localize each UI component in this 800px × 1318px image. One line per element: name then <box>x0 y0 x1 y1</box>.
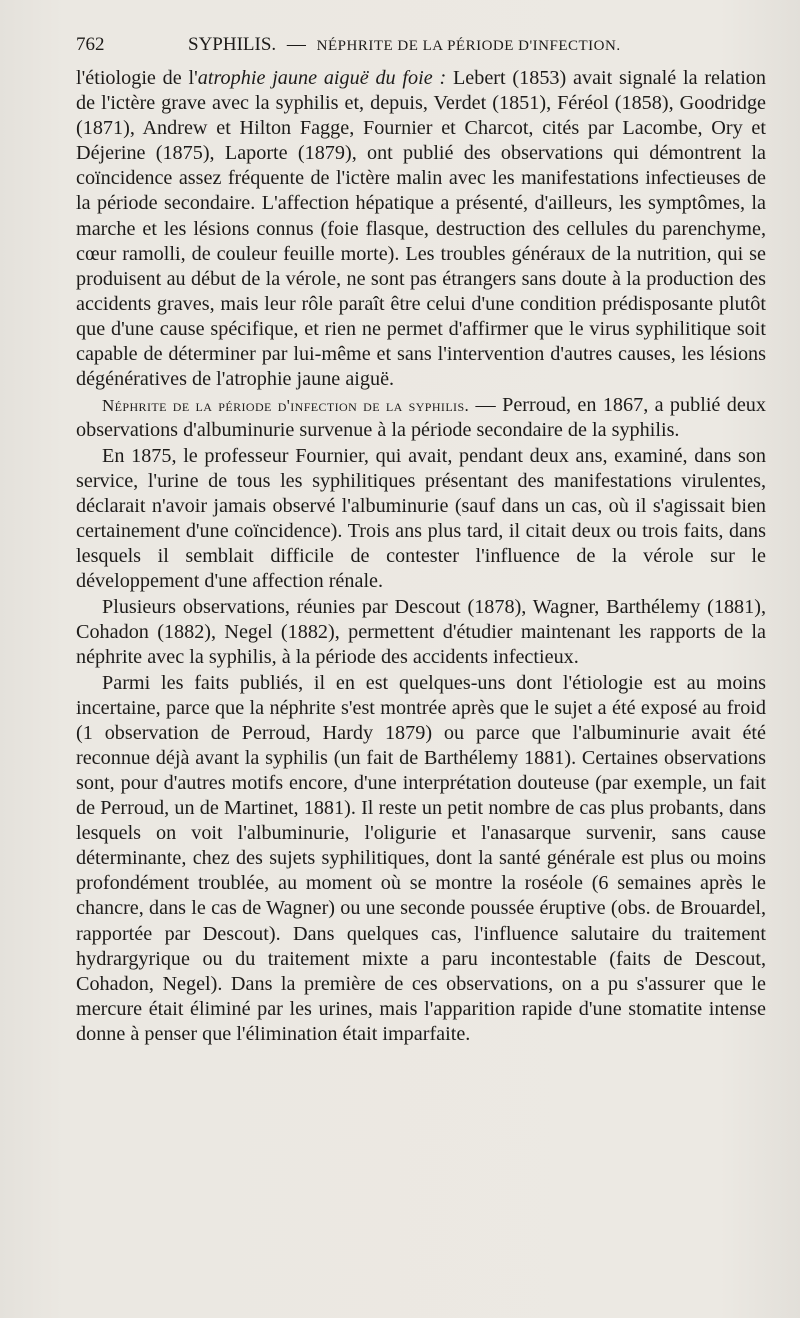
paragraph-3: En 1875, le professeur Fournier, qui avait, pendant deux ans, examiné, dans son service, l'urine de tous les syphilitiques présentant des manifestations virulentes, déclarait n'avoir jamais observé l'albuminurie (sauf dans un cas, où il s'agissait bien certainement d'une coïncidence). Trois ans plus tard, il citait deux ou trois faits, dans lesquels il semblait difficile de contester l'influence de la vérole sur le développement d'une affection rénale. <box>76 444 766 593</box>
paragraph-2-body: — Perroud, en 1867, a publié deux observations d'albuminurie survenue à la période secondaire de la syphilis. <box>76 393 766 441</box>
paragraph-5: Parmi les faits publiés, il en est quelques-uns dont l'étiologie est au moins incertaine, parce que la néphrite s'est montrée après que le sujet a été exposé au froid (1 observation de Perroud, Hardy 1879) ou parce que l'albuminurie avait été reconnue déjà avant la syphilis (un fait de Barthélemy 1881). Certaines observations sont, pour d'autres motifs encore, d'une interprétation douteuse (par exemple, un fait de Perroud, un de Martinet, 1881). Il reste un petit nombre de cas plus probants, dans lesquels on voit l'albuminurie, l'oligurie et l'anasarque survenir, sans cause déterminante, chez des sujets syphilitiques, dont la santé générale est plus ou moins profondément troublée, au moment où se montre la roséole (6 semaines après le chancre, dans le cas de Wagner) ou une seconde poussée éruptive (obs. de Brouardel, rapportée par Descout). Dans quelques cas, l'influence salutaire du traitement hydrargyrique ou du traitement mixte a paru incontestable (faits de Descout, Cohadon, Negel). Dans la première de ces observations, on a pu s'assurer que le mercure était éliminé par les urines, mais l'apparition rapide d'une stomatite intense donne à penser que l'élimination était imparfaite. <box>76 671 766 1045</box>
paragraph-1-italic: atrophie jaune aiguë du foie : <box>197 67 447 89</box>
paragraph-1-start: l'étiologie de l' <box>76 67 198 89</box>
page-header <box>76 34 766 60</box>
paragraph-1-rest: Lebert (1853) avait signalé la relation de l'ictère grave avec la syphilis et, depuis, Verdet (1851), Féréol (1858), Goodridge (1871), Andrew et Hilton Fagge, Fournier et Charcot, cités par Lacombe, Ory et Déjerine (1875), Laporte (1879), ont publié des observations qui démontrent la coïncidence assez fréquente de l'ictère malin avec les manifestations infectieuses de la période secondaire. L'affection hépatique a présenté, d'ailleurs, les symptômes, la marche et les lésions connus (foie flasque, destruction des cellules du parenchyme, cœur ramolli, de couleur feuille morte). Les troubles généraux de la nutrition, qui se produisent au début de la vérole, ne sont pas étrangers sans doute à la production des accidents graves, mais leur rôle paraît être celui d'une condition prédisposante plutôt que d'une cause spécifique, et rien ne permet d'affirmer que le virus syphilitique soit capable de déterminer par lui-même et sans l'intervention d'autres causes, les lésions dégénératives de l'atrophie jaune aiguë. <box>76 67 766 391</box>
paragraph-1 <box>76 66 766 392</box>
paper-mark <box>165 1290 170 1300</box>
running-head-subtitle: NÉPHRITE DE LA PÉRIODE D'INFECTION. <box>316 38 621 54</box>
page-number: 762 <box>76 34 105 55</box>
running-head-title: SYPHILIS. <box>188 34 277 55</box>
paragraph-4: Plusieurs observations, réunies par Descout (1878), Wagner, Barthélemy (1881), Cohadon (1882), Negel (1882), permettent d'étudier maintenant les rapports de la néphrite avec la syphilis, à la période des accidents infectieux. <box>76 595 766 668</box>
running-head-separator: — <box>286 34 306 55</box>
running-head <box>188 34 621 56</box>
body-text <box>76 66 766 1048</box>
section-heading: Néphrite de la période d'infection de la syphilis. <box>102 395 470 415</box>
paragraph-2 <box>76 393 766 443</box>
